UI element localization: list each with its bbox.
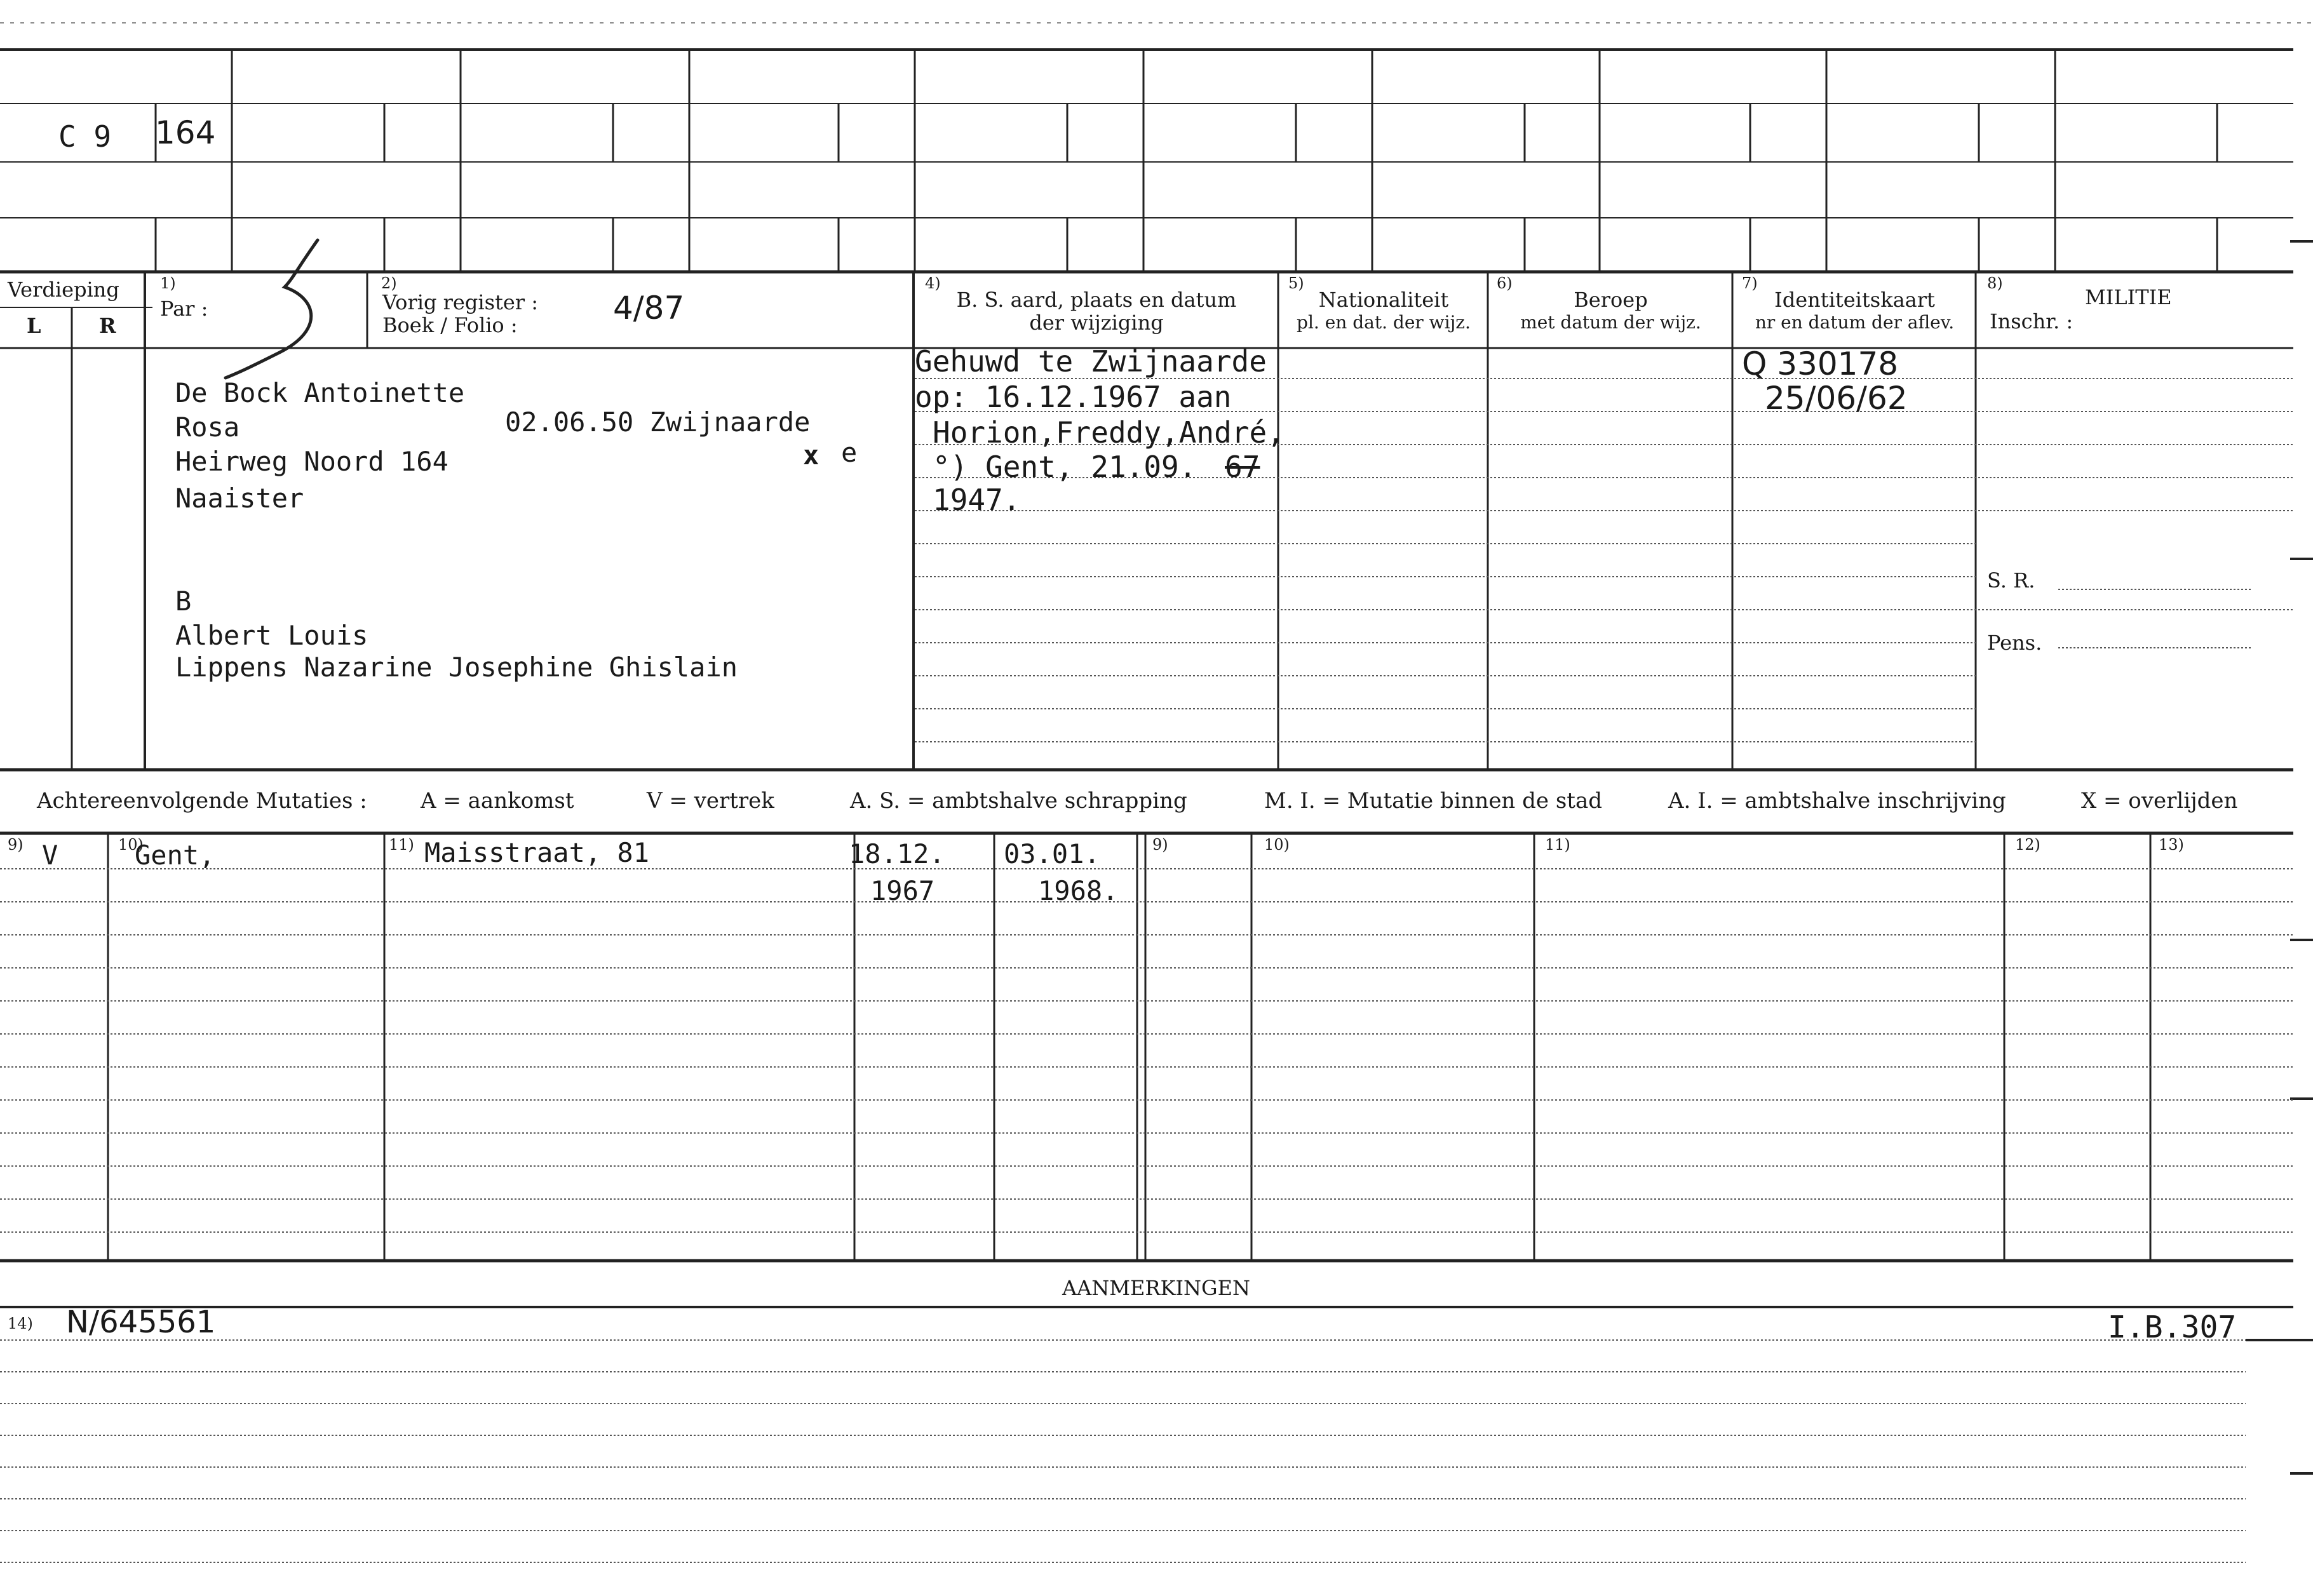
nationality-heading-line1: Nationaliteit xyxy=(1318,288,1449,312)
legend-aankomst: A = aankomst xyxy=(421,788,574,814)
id-card-heading-line1: Identiteitskaart xyxy=(1774,288,1935,312)
legend-mutatie-stad: M. I. = Mutatie binnen de stad xyxy=(1264,788,1602,814)
bs-heading-line2: der wijziging xyxy=(1029,311,1164,335)
field-number-6: 6) xyxy=(1497,274,1513,292)
mutations-legend-title: Achtereenvolgende Mutaties : xyxy=(37,788,367,814)
sr-label: S. R. xyxy=(1987,568,2035,593)
bs-heading-line1: B. S. aard, plaats en datum xyxy=(956,288,1237,312)
person-b-line: B xyxy=(175,586,192,617)
handwritten-flourish xyxy=(226,240,318,378)
person-father: Albert Louis xyxy=(175,620,368,651)
civil-change-line1: Gehuwd te Zwijnaarde xyxy=(915,344,1267,379)
par-label: Par : xyxy=(160,297,208,321)
mutation-col-10b: 10) xyxy=(1264,836,1290,854)
inschr-label: Inschr. : xyxy=(1990,309,2074,333)
id-card-number: Q 330178 xyxy=(1742,345,1899,382)
civil-change-line5: 1947. xyxy=(933,483,1021,517)
verdieping-label: Verdieping xyxy=(8,278,119,302)
mutation-city: Gent, xyxy=(135,840,215,871)
vorig-register-label: Vorig register : xyxy=(382,290,539,314)
mutation-date1-year: 1967 xyxy=(870,875,935,906)
field-number-8: 8) xyxy=(1987,274,2003,292)
person-mark-2: e xyxy=(841,437,858,468)
id-card-date: 25/06/62 xyxy=(1765,380,1908,417)
id-card-heading-line2: nr en datum der aflev. xyxy=(1755,312,1955,333)
civil-change-struck-year: 67 xyxy=(1225,450,1260,484)
mutation-date1-day: 18.12. xyxy=(849,838,945,869)
card-number: 164 xyxy=(155,114,216,151)
mutation-col-10: 10) xyxy=(118,836,144,854)
pens-label: Pens. xyxy=(1987,631,2042,655)
legend-schrapping: A. S. = ambtshalve schrapping xyxy=(850,788,1187,814)
beroep-heading-line1: Beroep xyxy=(1574,288,1648,312)
mutation-col-12: 12) xyxy=(2015,836,2040,854)
militie-heading: MILITIE xyxy=(2085,285,2172,309)
mutation-col-11: 11) xyxy=(389,836,414,854)
remarks-reference-right: I.B.307 xyxy=(2108,1310,2237,1345)
civil-change-line3: Horion,Freddy,André, xyxy=(933,415,1285,450)
register-value: 4/87 xyxy=(613,290,685,326)
remarks-reference-left: N/645561 xyxy=(66,1304,216,1340)
field-number-5: 5) xyxy=(1288,274,1304,292)
mutation-col-9: 9) xyxy=(8,836,24,854)
field-number-4: 4) xyxy=(925,274,941,292)
mutation-street: Maisstraat, 81 xyxy=(424,837,650,868)
civil-change-line2: op: 16.12.1967 aan xyxy=(915,380,1232,414)
field-number-2: 2) xyxy=(381,274,397,292)
person-name-line2: Rosa xyxy=(175,412,240,443)
remarks-heading: AANMERKINGEN xyxy=(1062,1276,1250,1300)
mutation-col-13: 13) xyxy=(2159,836,2184,854)
mutation-col-9b: 9) xyxy=(1152,836,1168,854)
mutation-col-11b: 11) xyxy=(1545,836,1570,854)
civil-change-line4: °) Gent, 21.09. xyxy=(933,450,1197,484)
verdieping-r-label: R xyxy=(99,314,116,338)
remarks-col-14: 14) xyxy=(8,1315,33,1332)
mutation-date2-year: 1968. xyxy=(1038,875,1119,906)
verdieping-l-label: L xyxy=(27,314,41,338)
field-number-7: 7) xyxy=(1742,274,1758,292)
mutation-type: V xyxy=(42,840,58,871)
legend-overlijden: X = overlijden xyxy=(2081,788,2238,814)
card-code: C 9 xyxy=(58,119,112,154)
beroep-heading-line2: met datum der wijz. xyxy=(1520,312,1701,333)
person-birth: 02.06.50 Zwijnaarde xyxy=(505,406,811,438)
person-mother: Lippens Nazarine Josephine Ghislain xyxy=(175,652,738,683)
person-name-line1: De Bock Antoinette xyxy=(175,377,465,408)
field-number-1: 1) xyxy=(160,274,176,292)
mutation-date2-day: 03.01. xyxy=(1004,838,1100,869)
person-mark: x xyxy=(803,439,819,471)
person-occupation: Naaister xyxy=(175,483,304,514)
person-address: Heirweg Noord 164 xyxy=(175,446,448,477)
nationality-heading-line2: pl. en dat. der wijz. xyxy=(1297,312,1471,333)
boek-folio-label: Boek / Folio : xyxy=(382,313,518,337)
legend-inschrijving: A. I. = ambtshalve inschrijving xyxy=(1668,788,2006,814)
legend-vertrek: V = vertrek xyxy=(647,788,774,814)
